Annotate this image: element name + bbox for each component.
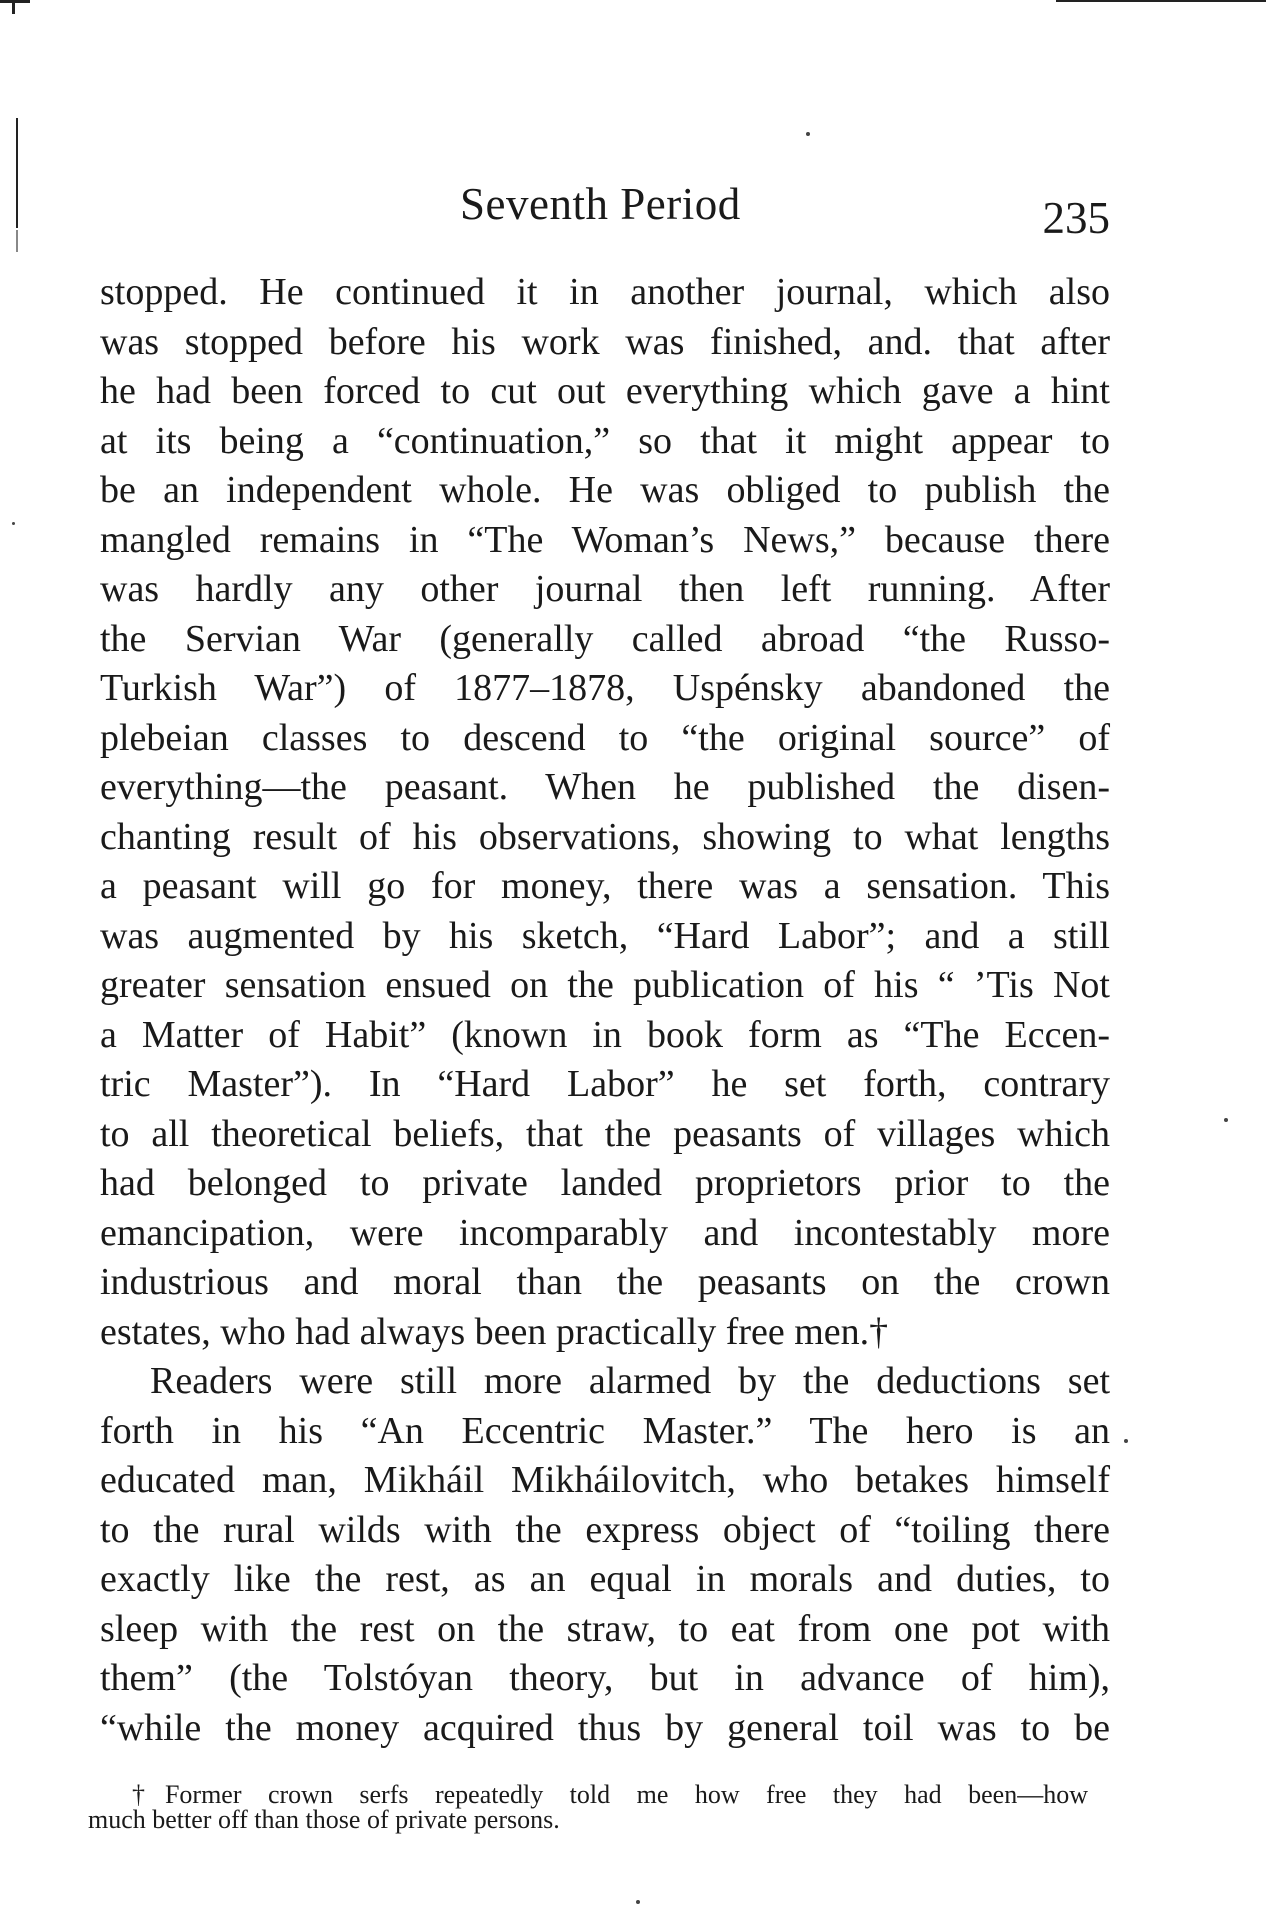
text-line: plebeian classes to descend to “the original source” of	[100, 716, 1110, 759]
text-line: sleep with the rest on the straw, to eat from one pot with	[100, 1607, 1110, 1650]
text-line: estates, who had always been practically free men.†	[100, 1310, 889, 1353]
text-line: tric Master”). In “Hard Labor” he set forth, contrary	[100, 1063, 1110, 1105]
scan-speck	[1124, 1439, 1128, 1443]
scan-speck	[1224, 1118, 1228, 1122]
text-line: to all theoretical beliefs, that the peasants of villages which	[100, 1112, 1110, 1155]
footnote	[88, 1782, 1088, 1832]
scan-speck	[12, 522, 15, 525]
text-line: them” (the Tolstóyan theory, but in advance of him),	[100, 1657, 1110, 1699]
scan-edge-mark-left-rule	[16, 118, 18, 228]
scan-edge-mark-left-tick	[16, 230, 18, 252]
text-line: educated man, Mikháil Mikháilovitch, who betakes himself	[100, 1459, 1110, 1501]
footnote-line: much better off than those of private persons.	[88, 1805, 560, 1834]
text-line-paragraph-start: Readers were still more alarmed by the deductions set	[150, 1360, 1110, 1402]
text-line: chanting result of his observations, showing to what lengths	[100, 815, 1110, 858]
text-line: mangled remains in “The Woman’s News,” because there	[100, 518, 1110, 561]
text-line: emancipation, were incomparably and incontestably more	[100, 1211, 1110, 1254]
page-number: 235	[1042, 193, 1110, 243]
text-line: be an independent whole. He was obliged to publish the	[100, 469, 1110, 511]
text-line: Turkish War”) of 1877–1878, Uspénsky abandoned the	[100, 667, 1110, 709]
text-line: “while the money acquired thus by general toil was to be	[100, 1706, 1110, 1749]
text-line: to the rural wilds with the express object of “toiling there	[100, 1508, 1110, 1551]
scan-speck	[806, 132, 810, 136]
scan-edge-mark-top-right	[1056, 0, 1266, 2]
text-line: everything—the peasant. When he published the disen-	[100, 766, 1110, 808]
text-line: stopped. He continued it in another journal, which also	[100, 271, 1110, 313]
running-title: Seventh Period	[460, 179, 741, 229]
scan-edge-mark-top-left	[0, 0, 30, 3]
text-line: greater sensation ensued on the publication of his “ ’Tis Not	[100, 964, 1110, 1006]
text-line: a peasant will go for money, there was a sensation. This	[100, 865, 1110, 907]
text-line: at its being a “continuation,” so that it might appear to	[100, 419, 1110, 462]
footnote-line: †Former crown serfs repeatedly told me how free they had been—how	[132, 1780, 1088, 1809]
text-line: was augmented by his sketch, “Hard Labor”; and a still	[100, 914, 1110, 957]
text-line: he had been forced to cut out everything which gave a hint	[100, 370, 1110, 412]
scan-edge-mark-top-left-stem	[12, 0, 15, 14]
text-line: exactly like the rest, as an equal in morals and duties, to	[100, 1558, 1110, 1600]
text-line: was stopped before his work was finished, and. that after	[100, 320, 1110, 363]
text-line: forth in his “An Eccentric Master.” The hero is an	[100, 1409, 1110, 1452]
text-line: a Matter of Habit” (known in book form as “The Eccen-	[100, 1013, 1110, 1056]
text-line: industrious and moral than the peasants on the crown	[100, 1261, 1110, 1303]
page-header	[110, 178, 1110, 243]
text-line: the Servian War (generally called abroad “the Russo-	[100, 617, 1110, 660]
scan-speck	[636, 1900, 640, 1904]
text-line: was hardly any other journal then left running. After	[100, 568, 1110, 610]
text-line: had belonged to private landed proprietors prior to the	[100, 1162, 1110, 1204]
body-text	[100, 268, 1110, 1753]
